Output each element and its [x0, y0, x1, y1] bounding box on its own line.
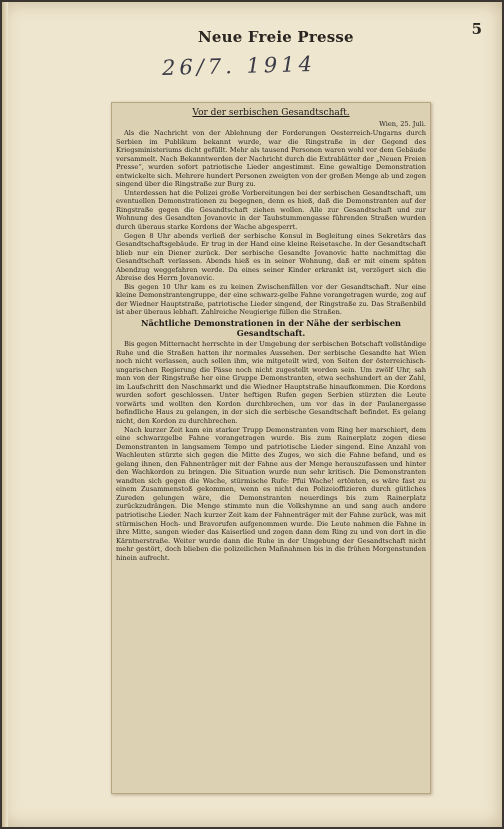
article-paragraph: Bis gegen Mitternacht herrschte in der Umgebung der serbischen Botschaft vollständige Ruhe und die Straßen hatten ihr normales Aussehen. Der serbische Gesandte hat Wien noch nicht verlassen, auch sollen ihm, wie mitgeteilt wird, von Seiten der österreichisch-ungarischen Regierung die Pässe noch nicht zugestellt worden sein. Um zwölf Uhr, sah man von der Ringstraße her eine Gruppe Demonstranten, etwa sechshundert an der Zahl, im Laufschritt den Naschmarkt und die Wiedner Hauptstraße hinaufkommen. Die Kordons wurden sofort geschlossen. Unter heftigen Rufen gegen Serbien stürzten die Leute vorwärts und wollten den Kordon durchbrechen, um vor das in der Paulanergasse befindliche Haus zu gelangen, in der sich die serbische Gesandtschaft befindet. Es gelang nicht, den Kordon zu durchbrechen. — [116, 340, 426, 425]
newspaper-title: Neue Freie Presse — [198, 28, 354, 46]
article — [116, 107, 426, 562]
article-headline: Vor der serbischen Gesandtschaft. — [192, 108, 350, 118]
article-subheadline: Nächtliche Demonstrationen in der Nähe der serbischen Gesandtschaft. — [140, 318, 402, 339]
page-number: 5 — [471, 20, 482, 38]
article-paragraph: Nach kurzer Zeit kam ein starker Trupp Demonstranten vom Ring her marschiert, dem eine schwarzgelbe Fahne vorangetragen wurde. Bis zum Rainerplatz zogen diese Demonstranten in langsamem Tempo und patriotische Lieder singend. Eine Anzahl von Wachleuten stürzte sich gegen die Mitte des Zuges, wo sich die Fahne befand, und es gelang ihnen, den Fahnenträger mit der Fahne aus der Menge herauszufassen und hinter den Wachkordon zu bringen. Die Situation wurde nun sehr kritisch. Die Demonstranten wandten sich gegen die Wache, stürmische Rufe: Pfui Wache! ertönten, es wäre fast zu einem Zusammenstoß gekommen, wenn es nicht den Polizeioffizieren durch gütliches Zureden gelungen wäre, die Demonstranten neuerdings bis zum Rainerplatz zurückzudrängen. Die Menge stimmte nun die Volkshymne an und sang auch andere patriotische Lieder. Nach kurzer Zeit kam der Fahnenträger mit der Fahne zurück, was mit stürmischen Hoch- und Bravorufen aufgenommen wurde. Die Leute nahmen die Fahne in ihre Mitte, sangen wieder das Kaiserlied und zogen dann dem Ring zu und von dort in die Kärntnerstraße. Weiter wurde dann die Ruhe in der Umgebung der Gesandtschaft nicht mehr gestört, doch blieben die polizeilichen Maßnahmen bis in die frühen Morgenstunden hinein aufrecht. — [116, 425, 426, 562]
article-paragraph: Bis gegen 10 Uhr kam es zu keinen Zwischenfällen vor der Gesandtschaft. Nur eine kleine Demonstrantengruppe, der eine schwarz-gelbe Fahne vorangetragen wurde, zog auf der Wiedner Hauptstraße, patriotische Lieder singend, der Ringstraße zu. Das Straßenbild ist aber überaus lebhaft. Zahlreiche Neugierige füllen die Straßen. — [116, 282, 426, 317]
handwritten-date: 26/7. 1914 — [161, 51, 317, 81]
article-paragraph: Unterdessen hat die Polizei große Vorbereitungen bei der serbischen Gesandtschaft, um eventuellen Demonstrationen zu begegnen, denn es hieß, daß die Demonstranten auf der Ringstraße gegen die Gesandtschaft ziehen wollen. Alle zur Gesandtschaft und zur Wohnung des Gesandten Jovanovic in der Taubstummengasse führenden Straßen wurden durch überaus starke Kordons der Wache abgesperrt. — [116, 188, 426, 232]
article-dateline: Wien, 25. Juli. — [379, 120, 426, 128]
article-paragraph: Gegen 8 Uhr abends verließ der serbische Konsul in Begleitung eines Sekretärs das Gesandtschaftsgebäude. Er trug in der Hand eine kleine Reisetasche. In der Gesandtschaft blieb nur ein Diener zurück. Der serbische Gesandte Jovanovic hatte nachmittag die Gesandtschaft verlassen. Abends hieß es in seiner Wohnung, daß er mit einem späten Abendzug weggefahren werde. Da eines seiner Kinder erkrankt ist, verzögert sich die Abreise des Herrn Jovanovic. — [116, 231, 426, 283]
article-paragraph: Als die Nachricht von der Ablehnung der Forderungen Oesterreich-Ungarns durch Serbien im Publikum bekannt wurde, war die Ringstraße in der Gegend des Kriegsministeriums dicht gefüllt. Mehr als tausend Personen waren wohl vor dem Gebäude versammelt. Nach Bekanntwerden der Nachricht durch die Extrablätter der „Neuen Freien Presse“, wurden sofort patriotische Lieder angestimmt. Eine gewaltige Demonstration entwickelte sich. Mehrere hundert Personen zweigten von der großen Menge ab und zogen singend über die Ringstraße zur Burg zu. — [116, 129, 426, 189]
archive-page — [2, 2, 502, 827]
newspaper-clipping — [111, 102, 431, 794]
